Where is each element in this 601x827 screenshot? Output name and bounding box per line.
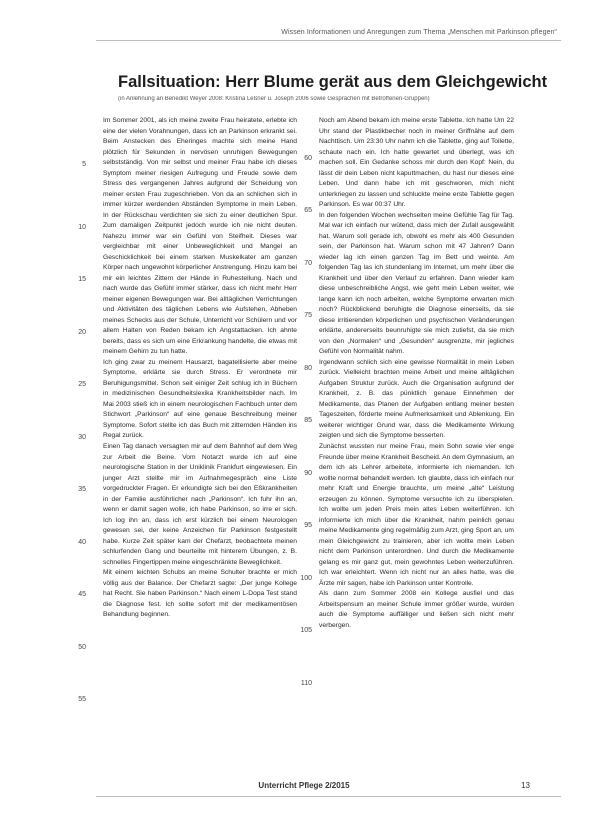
text-column-right	[319, 116, 514, 631]
journal-footer: Unterricht Pflege 2/2015	[258, 781, 350, 790]
line-number: 10	[78, 224, 86, 231]
line-number: 25	[78, 381, 86, 388]
line-number: 60	[304, 155, 312, 162]
line-number: 100	[300, 575, 312, 582]
line-number: 85	[304, 417, 312, 424]
line-number: 90	[304, 470, 312, 477]
paragraph: Ich ging zwar zu meinem Hausarzt, bagatellisierte aber meine Symptome, erklärte sie durch Stress. Er verordnete mir Beruhigungsmittel. Schon seit einiger Zeit schlug ich in Büchern in medizinischen Gesundheitslexika Krankheitsbilder nach. Im Mai 2003 stieß ich in einem neurologischen Fachbuch unter dem Stichwort „Parkinson“ auf eine genaue Beschreibung meiner Symptome. Sofort stellte ich das Buch mit zitternden Händen ins Regal zurück.	[103, 358, 297, 440]
line-number: 15	[78, 276, 86, 283]
paragraph: Zunächst wussten nur meine Frau, mein Sohn sowie vier enge Freunde über meine Krankheit Bescheid. An dem Gymnasium, an dem ich als Lehrer arbeitete, informierte ich niemanden. Ich wollte normal behandelt werden. Ich glaubte, dass ich einfach nur mehr Kraft und Energie brauchte, um meine „alte“ Leistung erzeugen zu können. Symptome versuchte ich zu überspielen. Ich wollte um jeden Preis mein altes Leben weiterführen. Ich informierte ich mich über die Krankheit, nahm peinlich genau meine Medikamente ging regelmäßig zum Arzt, ging Sport an, um mein Gleichgewicht zu trainieren, aber ich wollte mein Leben nicht dem Parkinson unterordnen. Und durch die Medikamente gelang es mir ganz gut, mein gewohntes Leben weiterzuführen. Ich war erleichtert. Wenn ich nicht nur an alles hatte, was die Ärzte mir sagen, habe ich Parkinson unter Kontrolle.	[319, 442, 514, 587]
running-header: Wissen Informationen und Anregungen zum Thema „Menschen mit Parkinson pflegen“	[281, 29, 557, 36]
article-title: Fallsituation: Herr Blume gerät aus dem Gleichgewicht	[118, 73, 548, 91]
paragraph: Im Sommer 2001, als ich meine zweite Frau heiratete, erlebte ich eine der vielen Vorahnungen, dass ich an Parkinson erkrankt sei. Beim Anstecken des Eheringes machte sich meine Hand plötzlich für Sekunden in nervösen unruhigen Bewegungen selbstständig. Von mir selbst und meiner Frau habe ich dieses Symptom meiner riesigen Aufregung und Freude sowie dem Stress des vergangenen Jahres aufgrund der Scheidung von meiner ersten Frau zugeschrieben. Von da an schlichen sich in immer kürzer werdenden Abständen Symptome in mein Leben. In der Rückschau verdichten sie sich zu einer deutlichen Spur. Zum damaligen Zeitpunkt jedoch wurde ich nie nicht deuten. Nahezu immer war ein Gefühl von Steifheit. Dieses war vergleichbar mit einer Unbeweglichkeit und Mangel an Geschicklichkeit bei einem starken Muskelkater am ganzen Körper nach ungewohnt körperlicher Anstrengung. Hinzu kam bei mir ein leichtes Zittern der Hände in Ruhestellung. Nach und nach wurde das Gefühl immer stärker, dass ich nicht mehr Herr meiner eigenen Bewegungen war. Bei alltäglichen Verrichtungen und Aktivitäten des täglichen Lebens wie Aufstehen, Abheben meines Schecks aus der Schule, Unterricht vor Schülern und vor allem Halten von Reden bekam ich Angstattacken. Ich ahnte bereits, dass es sich um eine Erkrankung handelte, die etwas mit meinem Gehirn zu tun hatte.	[103, 117, 297, 356]
paragraph: Noch am Abend bekam ich meine erste Tablette. Ich hatte Um 22 Uhr stand der Plastikbecher noch in meiner Griffnähe auf dem Nachttisch. Um 23:30 Uhr nahm ich die Tablette, ging auf Toilette, schaute nach ein. Ich hatte gewartet und überlegt, was ich machen soll. Ein Gedanke schoss mir durch den Kopf: Nein, du lässt dir dein Leben nicht kaputtmachen, du hast nur dieses eine Leben. Und dann habe ich mit geschworen, mich nicht unterkriegen zu lassen und schluckte meine erste Tablette gegen Parkinson. Es war 00:37 Uhr.	[319, 117, 514, 209]
paragraph: Als dann zum Sommer 2008 ein Kollege ausfiel und das Arbeitspensum an meiner Schule immer größer wurde, wurden auch die Symptome auffälliger und ließen sich nicht mehr verbergen.	[319, 590, 514, 629]
line-number: 95	[304, 522, 312, 529]
paragraph: Mit einem leichten Schubs an meine Schulter brachte er mich völlig aus der Balance. Der Chefarzt sagte: „Der junge Kollege hat Recht. Sie haben Parkinson.“ Nach einem L-Dopa Test stand die Diagnose fest. Ich sollte sofort mit der medikamentösen Behandlung beginnen.	[103, 569, 297, 619]
line-number: 45	[78, 591, 86, 598]
footer-divider	[96, 796, 561, 797]
line-number: 55	[78, 696, 86, 703]
article-source-note: (in Anlehnung an Benedikt Weyer 2008: Kristina Leßner u. Joseph 2006 sowie Gesprächen mit Betroffenen-Gruppen)	[118, 96, 430, 102]
paragraph: Einen Tag danach versagten mir auf dem Bahnhof auf dem Weg zur Arbeit die Beine. Vom Notarzt wurde ich auf eine neurologische Station in der Uniklinik Frankfurt eingewiesen. Ein junger Arzt stellte mir im Aufnahmegespräch eine Liste vorgedruckter Fragen. Er erkundigte sich bei den Eßkrankheiten in der Familie ausführlicher nach „Parkinson“. Ich fuhr ihn an, wenn er damit sagen wolle, ich habe Parkinson, so irre er sich. Ich log ihn an, dass ich erst kürzlich bei einem Neurologen gewesen sei, der keine Anzeichen für Parkinson festgestellt habe. Kurze Zeit später kam der Chefarzt, beobachtete meinen schlurfenden Gang und beurteilte mit hinterem Übungen, z. B. schnelles Fingertippen meine eingeschränkte Beweglichkeit.	[103, 442, 297, 566]
line-number: 30	[78, 434, 86, 441]
line-number: 110	[300, 680, 312, 687]
paragraph: In den folgenden Wochen wechselten meine Gefühle Tag für Tag. Mal war ich einfach nur wütend, dass mich der Zufall ausgewählt hat. Warum soll gerade ich, obwohl es mehr als 400 Gesunden sein, der Parkinson hat. Warum schon mit 47 Jahren? Dann wieder lag ich einen ganzen Tag im Bett und weinte. Am folgenden Tag las ich stundenlang im Internet, um mehr über die Krankheit und über den Verlauf zu erfahren. Dann wieder kam diese unbeschreibliche Angst, wie geht mein Leben weiter, wie lange kann ich noch arbeiten, welche Symptome erwarten mich noch? Rückblickend beruhigte die Diagnose einerseits, da sie diese irritierenden körperlichen und psychischen Veränderungen erklärte, andererseits beunruhigte sie mich zutiefst, da sie mich von den „Normalen“ und „Gesunden“ ausgrenzte, mir jegliches Gefühl von Normalität nahm.	[319, 211, 514, 356]
line-number: 5	[82, 161, 86, 168]
page-number: 13	[521, 781, 530, 790]
line-number: 40	[78, 539, 86, 546]
line-number: 80	[304, 365, 312, 372]
line-number: 35	[78, 486, 86, 493]
line-number: 65	[304, 207, 312, 214]
line-number: 75	[304, 312, 312, 319]
text-column-left	[103, 116, 297, 621]
header-divider	[96, 40, 561, 41]
line-number: 20	[78, 329, 86, 336]
paragraph: Irgendwann schlich sich eine gewisse Normalität in mein Leben zurück. Vielleicht brachten meine Arbeit und meine alltäglichen Aufgaben Struktur zurück. Auch die Organisation aufgrund der Krankheit, z. B. das pünktlich genaue Einnehmen der Medikamente, das Planen der Aufgaben entlang meiner besten Tageszeiten, förderte meine Aufmerksamkeit und Ablenkung. Ein weiterer wichtiger Grund war, dass die Medikamente Wirkung zeigten und sich die Symptome besserten.	[319, 358, 514, 440]
line-number: 105	[300, 627, 312, 634]
line-number: 70	[304, 260, 312, 267]
line-number: 50	[78, 644, 86, 651]
